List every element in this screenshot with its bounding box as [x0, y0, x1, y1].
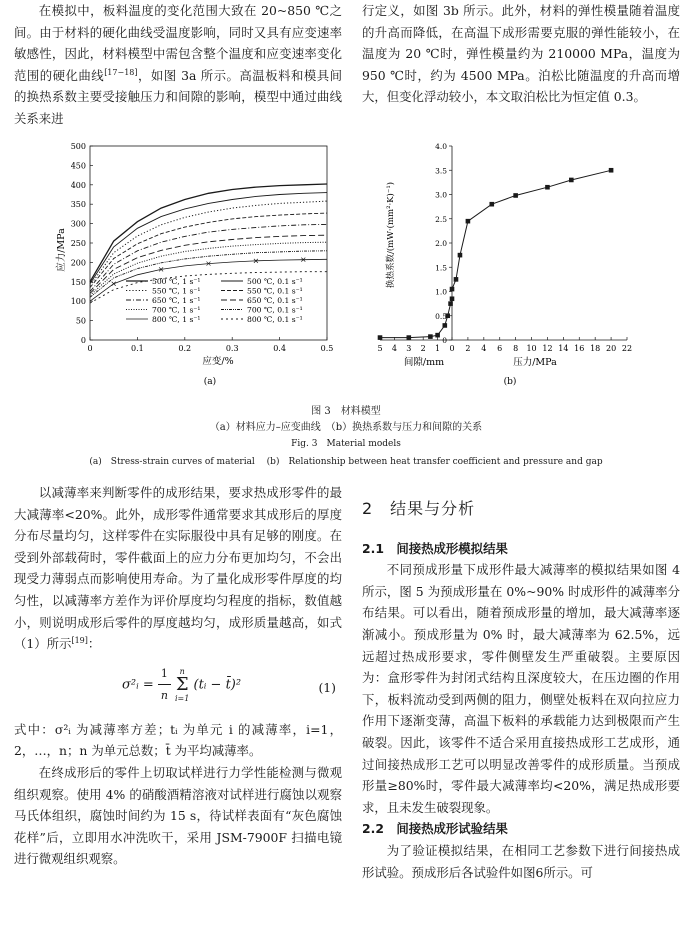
chart-a-ytick-label: 0	[80, 336, 86, 345]
chart-a-ytick-label: 450	[70, 161, 86, 171]
chart-b-ytick-label: 2.0	[435, 239, 447, 248]
chart-a-ytick-label: 100	[70, 297, 86, 307]
top-right-paragraph: 行定义，如图 3b 所示。此外，材料的弹性模量随着温度的升高而降低，在高温下成形需要克服的弹性能较小，在温度为 20 ℃时，弹性模量约为 210000 MPa，温度为 950 ℃时，约为 4500 MPa。泊松比随温度的升高而增大，但变化浮动较小，本文取泊松比为恒定值 0.3。	[362, 3, 680, 105]
chart-b-pressure-tick-label: 4	[481, 344, 487, 353]
heat-transfer-chart	[360, 140, 650, 390]
variance-formula: σ²ᵢ = $\frac{1}{n}$ n Σ i=1 (tᵢ − t̄)² (1)	[14, 659, 342, 715]
chart-b-pressure-tick-label: 16	[574, 344, 585, 353]
chart-b-pressure-tick-label: 12	[542, 344, 553, 353]
top-right-column	[362, 0, 680, 108]
bottom-left-column	[14, 482, 342, 870]
chart-b-pressure-marker	[454, 277, 459, 282]
chart-b-gap-tick-label: 2	[420, 344, 426, 353]
chart-b-gap-marker	[443, 323, 448, 328]
chart-a-xtick-label: 0.4	[273, 344, 286, 353]
figure-caption-cn-sub: （a）材料应力–应变曲线 （b）换热系数与压力和间隙的关系	[209, 422, 483, 433]
figure-label-b: (b)	[503, 377, 517, 387]
chart-b-gap-tick-label: 5	[377, 344, 383, 353]
chart-b-ytick-label: 2.5	[435, 214, 447, 224]
chart-a-series-line	[90, 184, 327, 282]
subsection-2-1-title: 2.1 间接热成形模拟结果	[362, 540, 508, 556]
chart-b-pressure-marker	[466, 219, 471, 224]
top-left-column	[14, 0, 342, 130]
chart-b-pressure-marker	[513, 193, 518, 198]
chart-b-pressure-tick-label: 20	[605, 344, 617, 353]
chart-b-pressure-marker	[489, 202, 494, 207]
chart-b-ytick-label: 1.0	[435, 287, 447, 297]
subsection-2-2-text: 为了验证模拟结果，在相同工艺参数下进行间接热成形试验。预成形后各试验件如图6所示。可	[362, 842, 680, 880]
chart-b-ytick-label: 0.5	[435, 311, 447, 321]
figure-caption-en-title: Fig. 3 Material models	[291, 439, 401, 449]
chart-a-ytick-label: 300	[70, 219, 86, 229]
chart-b-pressure-marker	[609, 168, 614, 173]
chart-a-ytick-label: 200	[70, 258, 86, 268]
chart-b-pressure-tick-label: 2	[465, 344, 471, 353]
chart-a-legend-label: 500 ℃, 0.1 s⁻¹	[247, 277, 303, 286]
chart-a-series-marker	[112, 282, 116, 286]
chart-b-ytick-label: 1.5	[435, 263, 447, 273]
chart-b-gap-tick-label: 4	[391, 344, 397, 353]
top-left-paragraph: 在模拟中，板料温度的变化范围大致在 20~850 ℃之间。由于材料的硬化曲线受温度影响，同时又具有应变速率敏感性，因此，材料模型中需包含整个温度和应变速率变化范围的硬化曲线[17−18]，如图 3a 所示。高温板料和模具间的换热系数主要受接触压力和间隙的影响，模型中通过曲线关系来进	[14, 3, 342, 126]
chart-a-ytick-label: 150	[70, 277, 86, 287]
chart-a-legend-label: 550 ℃, 0.1 s⁻¹	[247, 286, 303, 296]
chart-a-xtick-label: 0.1	[131, 344, 144, 353]
chart-a-series-line	[90, 193, 327, 284]
chart-b-ytick-label: 3.5	[435, 166, 447, 176]
chart-b-xlabel-gap: 间隙/mm	[403, 357, 445, 368]
chart-b-pressure-tick-label: 10	[526, 344, 537, 353]
sample-paragraph: 在终成形后的零件上切取试样进行力学性能检测与微观组织观察。使用 4% 的硝酸酒精溶液对试样进行腐蚀以观察马氏体组织，腐蚀时间约为 15 s，待试样表面有“灰色腐蚀花样”后，立即用水冲洗吹干，采用 JSM-7900F 扫描电镜进行微观组织观察。	[14, 764, 342, 867]
chart-a-ytick-label: 400	[70, 180, 86, 190]
chart-b-pressure-tick-label: 6	[497, 344, 503, 353]
subsection-2-1-text: 不同预成形量下成形件最大减薄率的模拟结果如图 4 所示，图 5 为预成形量在 0%~90% 时成形件的减薄率分布结果。可以看出，随着预成形量的增加，最大减薄率逐渐减小。预成形量为 0% 时，最大减薄率为 62.5%，远远超过热成形要求，零件侧壁发生严重破裂。主要原因为：盒形零件为封闭式结构且深度较大，在压边圈的作用下，板料流动受到两侧的阻力，侧壁处板料在双向拉应力作用下逐渐变薄，高温下板料的承载能力达到极限而产生破裂。因此，该零件不适合采用直接热成形工艺成形，通过间接热成形工艺可以明显改善零件的成形质量。当预成形量≥80%时，零件最大减薄率均<20%，满足热成形要求，且未发生破裂现象。	[362, 562, 680, 815]
chart-b-pressure-tick-label: 22	[621, 344, 633, 353]
chart-a-legend-label: 650 ℃, 0.1 s⁻¹	[247, 296, 303, 305]
chart-a-xtick-label: 0.2	[178, 344, 192, 353]
chart-b-pressure-marker	[569, 178, 574, 183]
chart-b-gap-marker	[378, 335, 383, 340]
chart-b-ytick-label: 0	[442, 336, 447, 345]
chart-a-xtick-label: 0	[87, 344, 93, 353]
chart-b-pressure-marker	[450, 287, 455, 292]
chart-b-gap-tick-label: 0	[449, 344, 455, 353]
chart-b-pressure-marker	[545, 185, 550, 190]
chart-a-ytick-label: 250	[70, 239, 86, 248]
chart-a-ytick-label: 50	[75, 316, 86, 326]
chart-a-legend-label: 700 ℃, 1 s⁻¹	[152, 305, 201, 315]
chart-a-legend-label: 550 ℃, 1 s⁻¹	[152, 286, 201, 296]
subsection-2-2-title: 2.2 间接热成形试验结果	[362, 821, 508, 837]
chart-b-ytick-label: 3.0	[435, 190, 447, 200]
chart-b-xlabel-pressure: 压力/MPa	[513, 357, 557, 368]
formula-explanation: 式中：σ²ᵢ 为减薄率方差；tᵢ 为单元 i 的减薄率，i=1，2，…，n；n 为单元总数；t̄ 为平均减薄率。	[14, 721, 342, 759]
figure-caption-cn-title: 图 3 材料模型	[311, 406, 381, 417]
section-2-title: 2 结果与分析	[362, 499, 476, 518]
chart-a-legend-label: 650 ℃, 1 s⁻¹	[152, 296, 201, 305]
chart-a-series-line	[90, 201, 327, 286]
chart-b-gap-marker	[407, 335, 412, 340]
chart-a-legend-label: 800 ℃, 0.1 s⁻¹	[247, 315, 303, 324]
chart-b-gap-marker	[448, 301, 453, 306]
chart-b-gap-marker	[435, 333, 440, 338]
citation-19: [19]	[71, 636, 88, 646]
figure-label-a: (a)	[203, 377, 217, 387]
chart-b-ylabel: 换热系数/(mW·(mm²·K)⁻¹)	[386, 181, 396, 289]
chart-b-gap-tick-label: 3	[406, 344, 412, 353]
chart-b-gap-tick-label: 1	[435, 344, 441, 353]
figure-caption-en-sub: (a) Stress-strain curves of material (b) Relationship between heat transfer coefficient and pressure and gap	[89, 457, 603, 467]
bottom-right-column	[362, 482, 680, 883]
chart-a-xtick-label: 0.3	[225, 344, 239, 353]
chart-b-pressure-tick-label: 8	[513, 344, 519, 353]
stress-strain-chart	[50, 140, 340, 390]
citation-17-18: [17−18]	[104, 67, 138, 77]
chart-a-ylabel: 应力/MPa	[56, 228, 67, 272]
chart-b-gap-marker	[450, 296, 455, 301]
chart-b-gap-marker	[428, 334, 433, 339]
thinning-rate-paragraph: 以减薄率来判断零件的成形结果，要求热成形零件的最大减薄率<20%。此外，成形零件通常要求其成形后的厚度分布尽量均匀，这样零件在实际服役中具有足够的刚度。在受到外部载荷时，零件截面上的应力分布更加均匀，不会出现受力薄弱点而影响使用寿命。为了量化成形零件厚度的均匀性，以减薄率方差作为评价厚度均匀程度的指标，数值越小，则说明成形后零件的厚度越均匀，成形质量越高，如式（1）所示[19]：	[14, 485, 342, 652]
chart-a-ytick-label: 350	[70, 200, 86, 210]
chart-b-pressure-tick-label: 18	[590, 344, 601, 353]
chart-b-pressure-tick-label: 14	[558, 344, 569, 353]
chart-b-ytick-label: 4.0	[435, 142, 447, 151]
chart-a-legend-label: 700 ℃, 0.1 s⁻¹	[247, 305, 303, 315]
chart-a-xtick-label: 0.5	[320, 344, 334, 353]
chart-a-legend-label: 500 ℃, 1 s⁻¹	[152, 277, 201, 286]
chart-b-pressure-line	[452, 170, 611, 289]
chart-a-ytick-label: 500	[70, 142, 86, 151]
chart-b-pressure-marker	[458, 253, 463, 258]
chart-a-xlabel: 应变/%	[202, 356, 234, 367]
chart-a-legend-label: 800 ℃, 1 s⁻¹	[152, 315, 201, 324]
